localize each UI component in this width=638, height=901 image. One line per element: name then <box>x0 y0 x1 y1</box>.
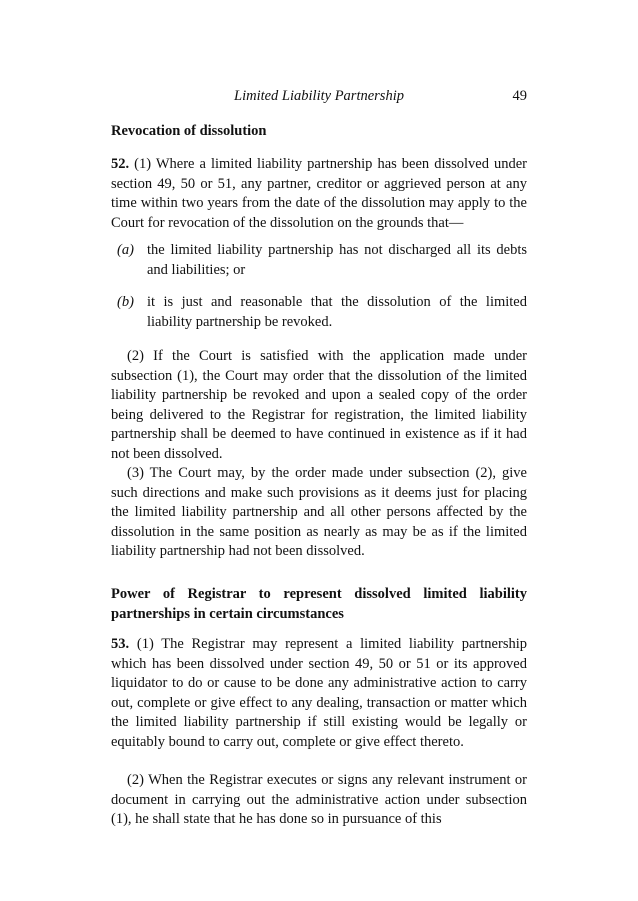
running-header <box>111 88 527 108</box>
section-52-item-b <box>117 293 527 332</box>
section-53-number: 53. <box>111 636 130 652</box>
section-52-subsection-1-text: (1) Where a limited liability partnership has been dissolved under section 49, 50 or 51, any partner, creditor or aggrieved person at any time within two years from the date of the dissolution may apply to the Court for revocation of the dissolution on the grounds that— <box>111 156 528 231</box>
page-number: 49 <box>512 88 527 104</box>
item-b-label: (b) <box>117 294 134 310</box>
section-52-item-a <box>117 241 527 280</box>
item-a-label: (a) <box>117 242 134 258</box>
section-53-subsection-1-text: (1) The Registrar may represent a limited liability partnership which has been dissolved under section 49, 50 or 51 or its approved liquidator to do or cause to be done any administrative action to carry out, complete or give effect to any dealing, transaction or matter which the limited liability partnership if still existing would be legally or equitably bound to carry out, complete or give effect thereto. <box>111 636 527 750</box>
section-52-subsection-1 <box>111 155 527 233</box>
section-53-subsection-1 <box>111 635 527 753</box>
item-a-text: the limited liability partnership has not discharged all its debts and liabilities; or <box>147 242 527 278</box>
section-52-subsection-2: (2) If the Court is satisfied with the application made under subsection (1), the Court may order that the dissolution of the limited liability partnership be revoked and upon a sealed copy of the order being delivered to the Registrar for registration, the limited liability partnership shall be deemed to have continued in existence as if it had not been dissolved. <box>111 348 527 462</box>
section-52-heading: Revocation of dissolution <box>111 123 267 139</box>
section-53-subsection-2: (2) When the Registrar executes or signs any relevant instrument or document in carrying out the administrative action under subsection (1), he shall state that he has done so in pursuance of this <box>111 772 527 828</box>
section-52-subsection-3: (3) The Court may, by the order made under subsection (2), give such directions and make such provisions as it deems just for placing the limited liability partnership and all other persons affected by the dissolution in the same position as nearly as may be as if the limited liability partnership had not been dissolved. <box>111 465 527 560</box>
section-52-number: 52. <box>111 156 130 172</box>
section-53-heading: Power of Registrar to represent dissolved limited liability partnerships in certain circumstances <box>111 586 527 622</box>
header-title: Limited Liability Partnership <box>234 88 404 104</box>
item-b-text: it is just and reasonable that the dissolution of the limited liability partnership be revoked. <box>147 294 527 330</box>
